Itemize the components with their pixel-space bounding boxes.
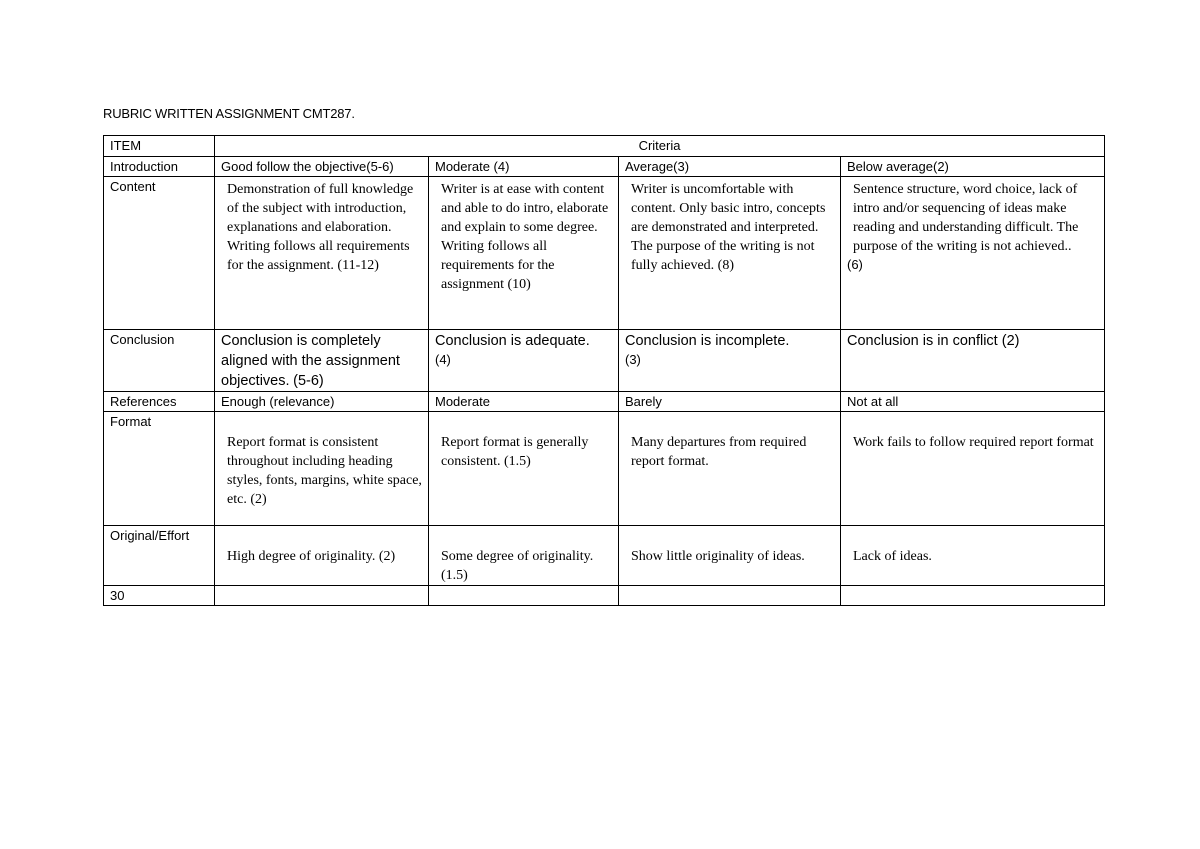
table-row-format xyxy=(104,412,1105,526)
rubric-table xyxy=(103,135,1105,606)
header-criteria-cell xyxy=(215,136,1105,157)
conclusion-label-cell xyxy=(104,330,215,392)
format-cell xyxy=(841,412,1105,526)
table-row-total xyxy=(104,586,1105,606)
references-text: Not at all xyxy=(847,394,899,409)
references-text: Moderate xyxy=(435,394,490,409)
references-text: Barely xyxy=(625,394,662,409)
row-label: Content xyxy=(110,179,156,194)
level-label: Average(3) xyxy=(625,159,690,174)
format-text: Work fails to follow required report format xyxy=(853,435,1094,450)
table-row-original xyxy=(104,526,1105,586)
header-criteria-label: Criteria xyxy=(638,138,681,153)
conclusion-cell xyxy=(429,330,619,392)
level-cell xyxy=(619,157,841,177)
format-cell xyxy=(215,412,429,526)
row-label: Conclusion xyxy=(110,332,175,347)
empty-cell xyxy=(841,586,1105,606)
content-cell xyxy=(841,177,1105,330)
content-cell xyxy=(619,177,841,330)
references-cell xyxy=(215,392,429,412)
original-cell xyxy=(841,526,1105,586)
original-text: High degree of originality. (2) xyxy=(227,549,396,564)
references-label-cell xyxy=(104,392,215,412)
original-cell xyxy=(429,526,619,586)
table-row-header xyxy=(104,136,1105,157)
format-label-cell xyxy=(104,412,215,526)
original-cell xyxy=(215,526,429,586)
row-label: Introduction xyxy=(110,159,178,174)
introduction-label-cell xyxy=(104,157,215,177)
conclusion-score: (4) xyxy=(435,352,451,367)
row-label: Format xyxy=(110,414,152,429)
empty-cell xyxy=(215,586,429,606)
original-label-cell xyxy=(104,526,215,586)
level-label: Good follow the objective(5-6) xyxy=(221,159,394,174)
level-label: Below average(2) xyxy=(847,159,949,174)
level-cell xyxy=(429,157,619,177)
content-cell xyxy=(429,177,619,330)
format-text: Many departures from required report format. xyxy=(631,435,807,469)
original-cell xyxy=(619,526,841,586)
conclusion-text: Conclusion is completely aligned with the assignment objectives. xyxy=(221,333,400,389)
document-title: RUBRIC WRITTEN ASSIGNMENT CMT287. xyxy=(103,106,355,121)
table-row-introduction xyxy=(104,157,1105,177)
original-text: Lack of ideas. xyxy=(853,549,932,564)
references-text: Enough (relevance) xyxy=(221,394,335,409)
references-cell xyxy=(619,392,841,412)
table-row-content xyxy=(104,177,1105,330)
references-cell xyxy=(841,392,1105,412)
content-text: Sentence structure, word choice, lack of intro and/or sequencing of ideas make reading and understanding difficult. The purpose of the writing is not achieved.. xyxy=(853,182,1079,254)
conclusion-text: Conclusion is adequate. xyxy=(435,333,590,349)
content-text: Writer is at ease with content and able to do intro, elaborate and explain to some degree. Writing follows all requirements for the assignment (10) xyxy=(441,182,609,292)
table-row-references xyxy=(104,392,1105,412)
level-label: Moderate (4) xyxy=(435,159,510,174)
content-text: Demonstration of full knowledge of the subject with introduction, explanations and elaboration. Writing follows all requirements for the assignment. (11-12) xyxy=(227,182,414,273)
content-score: (6) xyxy=(847,257,863,272)
conclusion-cell xyxy=(841,330,1105,392)
format-text: Report format is consistent throughout including heading styles, fonts, margins, white space, etc. (2) xyxy=(227,435,422,507)
conclusion-cell xyxy=(619,330,841,392)
row-label: Original/Effort xyxy=(110,528,190,543)
level-cell xyxy=(841,157,1105,177)
conclusion-text: Conclusion is incomplete. xyxy=(625,333,790,349)
content-text: Writer is uncomfortable with content. Only basic intro, concepts are demonstrated and interpreted. The purpose of the writing is not fully achieved. (8) xyxy=(631,182,826,273)
format-cell xyxy=(429,412,619,526)
total-label-cell xyxy=(104,586,215,606)
original-text: Show little originality of ideas. xyxy=(631,549,805,564)
total-label: 30 xyxy=(110,588,125,603)
header-item-label: ITEM xyxy=(110,138,142,153)
references-cell xyxy=(429,392,619,412)
format-text: Report format is generally consistent. (1.5) xyxy=(441,435,589,469)
level-cell xyxy=(215,157,429,177)
content-cell xyxy=(215,177,429,330)
empty-cell xyxy=(429,586,619,606)
format-cell xyxy=(619,412,841,526)
conclusion-score: (3) xyxy=(625,352,641,367)
table-row-conclusion xyxy=(104,330,1105,392)
original-text: Some degree of originality. (1.5) xyxy=(441,549,594,583)
conclusion-cell xyxy=(215,330,429,392)
conclusion-text: Conclusion is in conflict (2) xyxy=(847,333,1020,349)
content-label-cell xyxy=(104,177,215,330)
conclusion-score: (5-6) xyxy=(293,373,324,389)
header-item-cell xyxy=(104,136,215,157)
empty-cell xyxy=(619,586,841,606)
row-label: References xyxy=(110,394,177,409)
